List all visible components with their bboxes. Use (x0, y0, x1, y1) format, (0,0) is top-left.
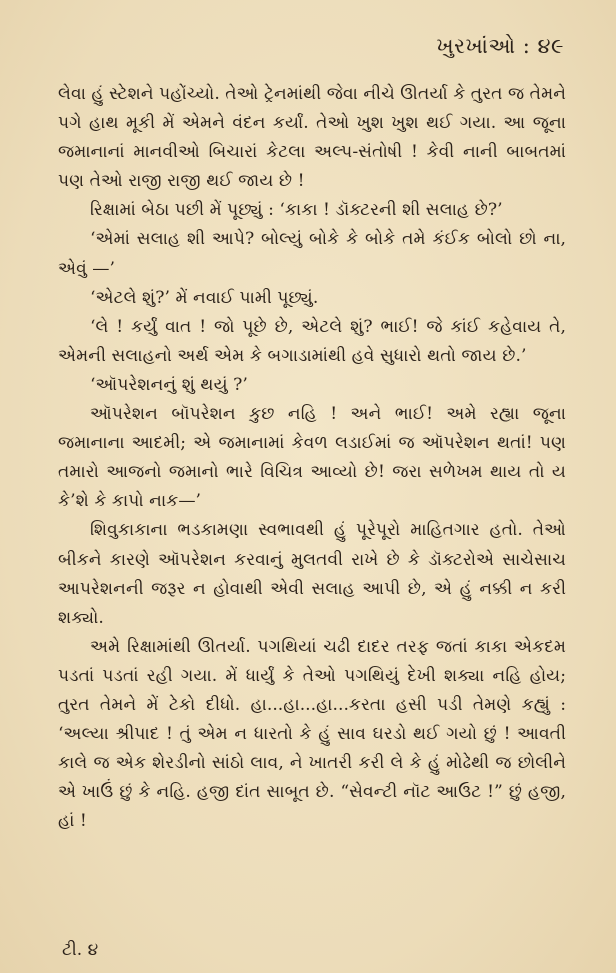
paragraph: લેવા હું સ્ટેશને પહોંચ્યો. તેઓ ટ્રેનમાંથી જેવા નીચે ઊતર્યા કે તુરત જ તેમને પગે હાથ મૂકી મેં એમને વંદન કર્યાં. તેઓ ખુશ ખુશ થઈ ગયા. આ જૂના જમાનાનાં માનવીઓ બિચારાં કેટલા અલ્પ-સંતોષી ! કેવી નાની બાબતમાં પણ તેઓ રાજી રાજી થઈ જાય છે ! (58, 84, 567, 192)
signature-mark: ટી. ૪ (62, 940, 99, 960)
paragraph: ઑપરેશન બૉપરેશન કુછ નહિ ! અને ભાઈ! અમે રહ્યા જૂના જમાનાના આદમી; એ જમાનામાં કેવળ લડાઈમાં જ ઑપરેશન થતાં! પણ તમારો આજનો જમાનો ભારે વિચિત્ર આવ્યો છે! જરા સળેખમ થાય તો ય કે’શે કે કાપો નાક—’ (58, 404, 566, 512)
paragraph: શિવુકાકાના ભડકામણા સ્વભાવથી હું પૂરેપૂરો માહિતગાર હતો. તેઓ બીકને કારણે ઑપરેશન કરવાનું મુલતવી રાખે છે કે ડૉક્ટરોએ સાચેસાચ આપરેશનની જરૂર ન હોવાથી એવી સલાહ આપી છે, એ હું નક્કી ન કરી શક્યો. (58, 520, 566, 628)
paragraph: ‘લે ! કર્યું વાત ! જો પૂછે છે, એટલે શું? ભાઈ! જે કાંઈ કહેવાય તે, એમની સલાહનો અર્થ એમ કે બગાડામાંથી હવે સુધારો થતો જાય છે.’ (58, 316, 566, 366)
paragraph: રિક્ષામાં બેઠા પછી મેં પૂછ્યું : ‘કાકા ! ડૉક્ટરની શી સલાહ છે?’ (90, 200, 503, 221)
paragraph: ‘એટલે શું?’ મેં નવાઈ પામી પૂછ્યું. (90, 287, 319, 308)
running-header: ખુરખાંઓ : ૪૯ (436, 34, 564, 58)
paragraph: ‘એમાં સલાહ શી આપે? બોલ્યું બોકે કે બોકે તમે કંઈક બોલો છો ના, એવું —’ (58, 229, 566, 279)
paragraph: અમે રિક્ષામાંથી ઊતર્યા. પગથિયાં ચઢી દાદર તરફ જતાં કાકા એકદમ પડતાં પડતાં રહી ગયા. મેં ધાર્યું કે તેઓ પગથિયું દેખી શક્યા નહિ હોય; તુરત તેમને મેં ટેકો દીધો. હા...હા...હા...કરતા હસી પડી તેમણે કહ્યું : ‘અલ્યા શ્રીપાદ ! તું એમ ન ધારતો કે હું સાવ ઘરડો થઈ ગયો છું ! આવતી કાલે જ એક શેરડીનો સાંઠો લાવ, ને ખાતરી કરી લે કે હું મોઢેથી જ છોલીને એ ખાઉં છું કે નહિ. હજી દાંત સાબૂત છે. “સેવન્ટી નૉટ આઉટ !” છું હજી, હાં ! (58, 636, 566, 832)
body-text (58, 80, 566, 836)
paragraph: ‘ઑપરેશનનું શું થયું ?’ (90, 374, 248, 395)
